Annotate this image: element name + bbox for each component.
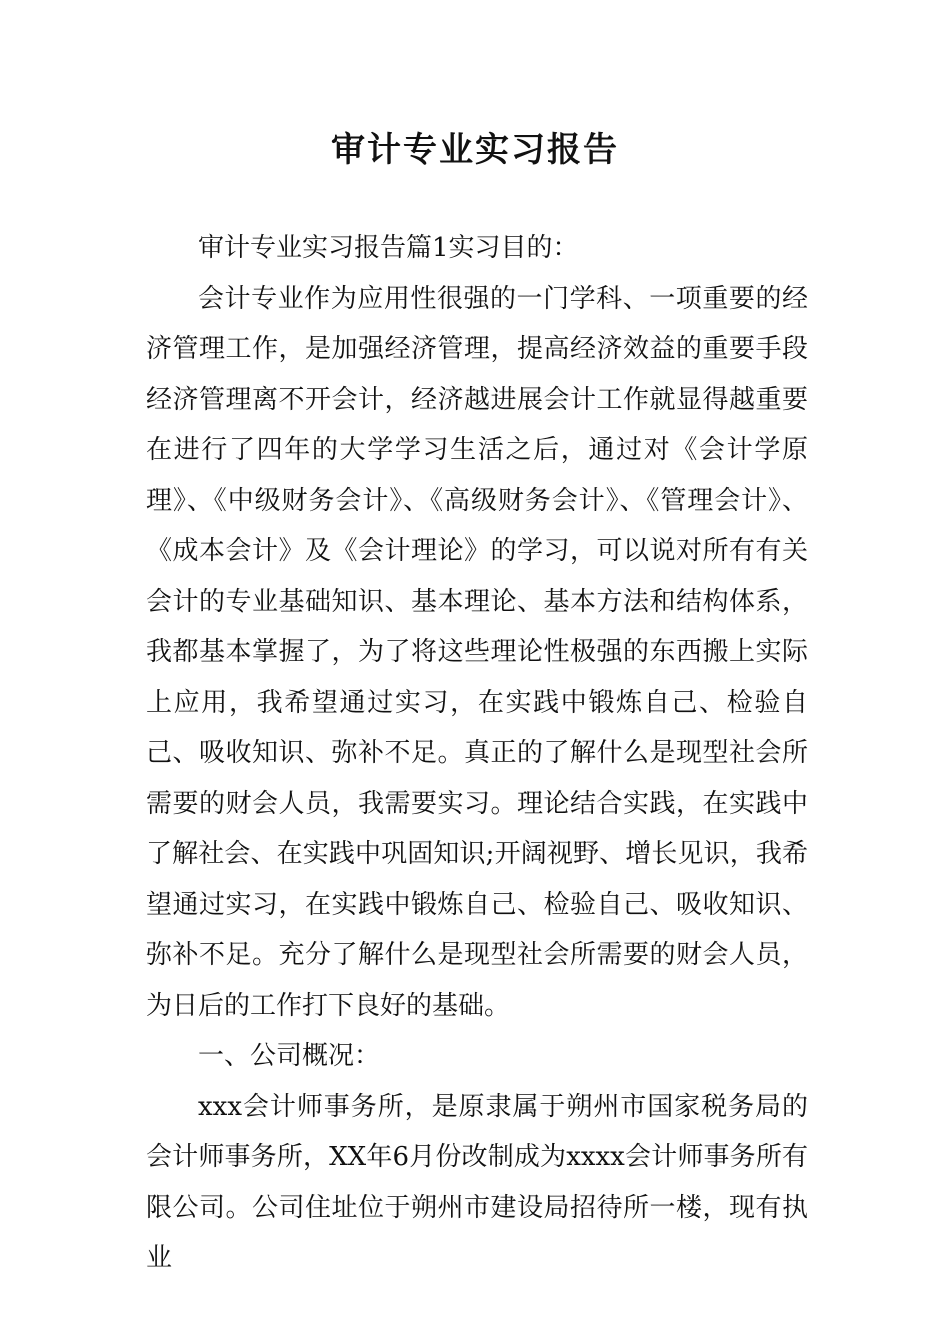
paragraph-purpose-text: 会计专业作为应用性很强的一门学科、一项重要的经济管理工作，是加强经济管理，提高经济效益的重要手段经济管理离不开会计，经济越进展会计工作就显得越重要在进行了四年的大学学习生活之后，通过对《会计学原理》、《中级财务会计》、《高级财务会计》、《管理会计》、《成本会计》及《会计理论》的学习，可以说对所有有关会计的专业基础知识、基本理论、基本方法和结构体系，我都基本掌握了，为了将这些理论性极强的东西搬上实际上应用，我希望通过实习，在实践中锻炼自己、检验自己、吸收知识、弥补不足。真正的了解什么是现型社会所需要的财会人员，我需要实习。理论结合实践，在实践中了解社会、在实践中巩固知识;开阔视野、增长见识，我希望通过实习，在实践中锻炼自己、检验自己、吸收知识、弥补不足。充分了解什么是现型社会所需要的财会人员，为日后的工作打下良好的基础。 — [146, 283, 808, 1021]
paragraph-heading-company: 一、公司概况： — [198, 1041, 381, 1071]
paragraph-heading-purpose: 审计专业实习报告篇1实习目的： — [198, 233, 579, 263]
document-title: 审计专业实习报告 — [331, 130, 619, 170]
paragraph-company-text: xxx会计师事务所，是原隶属于朔州市国家税务局的会计师事务所，XX年6月份改制成为xxxx会计师事务所有限公司。公司住址位于朔州市建设局招待所一楼，现有执业 — [146, 1091, 808, 1273]
document-body — [146, 223, 808, 1284]
